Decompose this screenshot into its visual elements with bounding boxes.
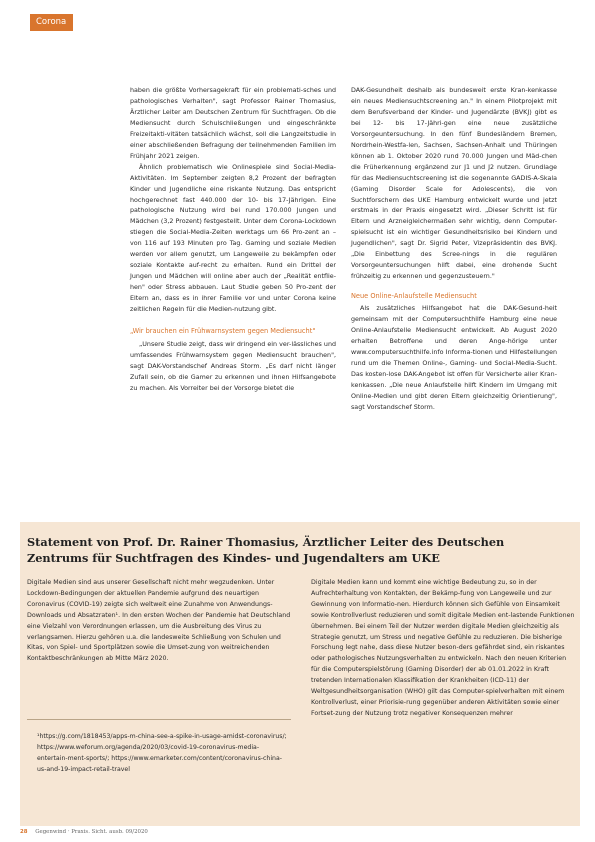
page-number: 28 — [20, 829, 28, 835]
publication-name: Gegenwind · Praxis. Sicht. ausb. 09/2020 — [35, 829, 148, 835]
statement-footnote: ¹https://g.com/1818453/apps-m-china-see-a-spike-in-usage-amidst-coronavirus/; https://www.weforum.org/agenda/2020/03/covid-19-coronavirus-media-entertain-ment-sports/; https://www.emarketer.com/content/coronavirus-china-us-and-19-impact-retail-travel — [37, 733, 287, 773]
statement-text: Digitale Medien kann und kommt eine wichtige Bedeutung zu, so in der Aufrechterhaltung von Kontakten, der Bekämp-fung von Langeweile und zur Gewinnung von Informatio-nen. Hierdurch können sich Gefühle von Einsamkeit sowie Kontrollverlust reduzieren und somit digitale Medien ent-lastende Funktionen übernehmen. Bei einem Teil der Nutzer werden digitale Medien gleichzeitig als Strategie genutzt, um Stress und negative Gefühle zu reduzieren. Die bisherige Forschung legt nahe, dass diese Nutzer beson-ders gefährdet sind, ein riskantes oder pathologisches Nutzungsverhalten zu entwickeln. Nach den neuen Kriterien für die Computerspielstörung (Gaming Disorder) der ab 01.01.2022 in Kraft tretenden Internationalen Klassifikation der Krankheiten (ICD-11) der Weltgesundheitsorganisation (WHO) gilt das Computer-spielverhalten mit einem Kontrollverlust, einer Priorisie-rung gegenüber anderen Aktivitäten sowie einer Fortset-zung der Nutzung trotz negativer Konsequenzen mehrer — [311, 579, 575, 717]
article-subheading: „Wir brauchen ein Frühwarnsystem gegen Mediensucht" — [130, 327, 316, 336]
section-tab — [30, 14, 73, 31]
footnote-divider — [27, 719, 291, 720]
article-paragraph: DAK-Gesundheit deshalb als bundesweit erste Kran-kenkasse ein neues Mediensuchtscreening an." In einem Pilotprojekt mit dem Berufsverband der Kinder- und Jugendärzte (BVKJ) gibt es bei 12- bis 17-Jähri-gen eine neue zusätzliche Vorsorgeuntersuchung. In den fünf Bundesländern Bremen, Nordrhein-Westfa-len, Sachsen, Sachsen-Anhalt und Thüringen können ab 1. Oktober 2020 rund 70.000 Jungen und Mäd-chen die Früherkennung ergänzend zur J1 und J2 nutzen. Grundlage für das Mediensuchtscreening ist die sogenannte GADIS-A-Skala (Gaming Disorder Scale for Adolescents), die von Suchtforschern des UKE Hamburg entwickelt wurde und jetzt erstmals in der Praxis eingesetzt wird. „Dieser Schritt ist für Eltern und Arzneigleichermaßen sehr wichtig, denn Computer-spielsucht ist ein wichtiger Gesundheitsrisiko bei Kindern und Jugendlichen", sagt Dr. Sigrid Peter, Vizepräsidentin des BVKJ. „Die Einbettung des Scree-nings in die regulären Vorsorgeuntersuchungen hilft dabei, eine drohende Sucht frühzeitig zu erkennen und gegenzusteuern." — [351, 87, 557, 281]
article-subheading: Neue Online-Anlaufstelle Mediensucht — [351, 292, 477, 301]
article-paragraph: Als zusätzliches Hilfsangebot hat die DAK-Gesund-heit gemeinsam mit der Computersuchthilfe Hamburg eine neue Online-Anlaufstelle Mediensucht entwickelt. Ab August 2020 erhalten Betroffene und deren Ange-hörige unter www.computersuchthilfe.info Informa-tionen und Hilfestellungen rund um die Themen Online-, Gaming- und Social-Media-Sucht. Das kosten-lose DAK-Angebot ist offen für Versicherte aller Kran-kenkassen. „Die neue Anlaufstelle hilft Kindern im Umgang mit Online-Medien und gibt deren Eltern gleichzeitig Orientierung", sagt Vorstandschef Storm. — [351, 305, 557, 411]
article-paragraph: „Unsere Studie zeigt, dass wir dringend ein ver-lässliches und umfassendes Frühwarnsystem gegen Mediensucht brauchen", sagt DAK-Vorstandschef Andreas Storm. „Es darf nicht länger Zufall sein, ob die Gamer zu erkennen und ihnen Hilfsangebote zu machen. Als Vorreiter bei der Vorsorge bietet die — [130, 341, 336, 392]
article-paragraph: Ähnlich problematisch wie Onlinespiele sind Social-Media-Aktivitäten. Im September zeigten 8,2 Prozent der befragten Kinder und Jugendliche eine riskante Nutzung. Das entspricht hochgerechnet fast 440.000 der 10- bis 17-Jährigen. Eine pathologische Nutzung wird bei rund 170.000 Jungen und Mädchen (3,2 Prozent) festgestellt. Unter dem Corona-Lockdown stiegen die Social-Media-Zeiten werktags um 66 Pro-zent an – von 116 auf 193 Minuten pro Tag. Gaming und soziale Medien werden vor allem genutzt, um Langeweile zu bekämpfen oder soziale Kontakte auf-recht zu erhalten. Rund ein Drittel der Jungen und Mädchen will online aber auch der „Realität entflie-hen" oder Stress abbauen. Laut Studie geben 50 Pro-zent der Eltern an, dass es in ihrer Familie vor und unter Corona keine zeitlichen Regeln für die Medien-nutzung gibt. — [130, 163, 336, 314]
article-paragraph: haben die größte Vorhersagekraft für ein problemati-sches und pathologisches Verhalten", sagt Professor Rainer Thomasius, Ärztlicher Leiter am Deutschen Zentrum für Suchtfragen. Ob die Mediensucht durch Schulschließungen und eingeschränkte Freizeitakti-vitäten tatsächlich wächst, soll die Langzeitstudie in einer abschließenden Befragung der teilnehmenden Familien im Frühjahr 2021 zeigen. — [130, 87, 336, 160]
article-right-column — [351, 86, 557, 414]
statement-box — [20, 522, 580, 826]
statement-left-column — [27, 578, 291, 665]
section-label: Corona — [36, 17, 67, 27]
page-footer — [20, 828, 148, 836]
statement-right-column — [311, 578, 575, 720]
article-left-column — [130, 86, 336, 395]
statement-text: Digitale Medien sind aus unserer Gesellschaft nicht mehr wegzudenken. Unter Lockdown-Bedingungen der aktuellen Pandemie aufgrund des neuartigen Coronavirus (COVID-19) zeigte sich weltweit eine Zunahme von Anwendungs-Downloads und Absatzraten¹. In den ersten Wochen der Pandemie hat Deutschland eine Vielzahl von Verordnungen erlassen, um die Ausbreitung des Virus zu verlangsamen. Hierzu gehören u.a. die landesweite Schließung von Schulen und Kitas, von Spiel- und Sportplätzen sowie die Umset-zung von weitreichenden Kontaktbeschränkungen ab Mitte März 2020. — [27, 579, 291, 663]
statement-title: Statement von Prof. Dr. Rainer Thomasius, Ärztlicher Leiter des Deutschen Zentrums für Suchtfragen des Kindes- und Jugendalters am UKE — [27, 535, 505, 565]
